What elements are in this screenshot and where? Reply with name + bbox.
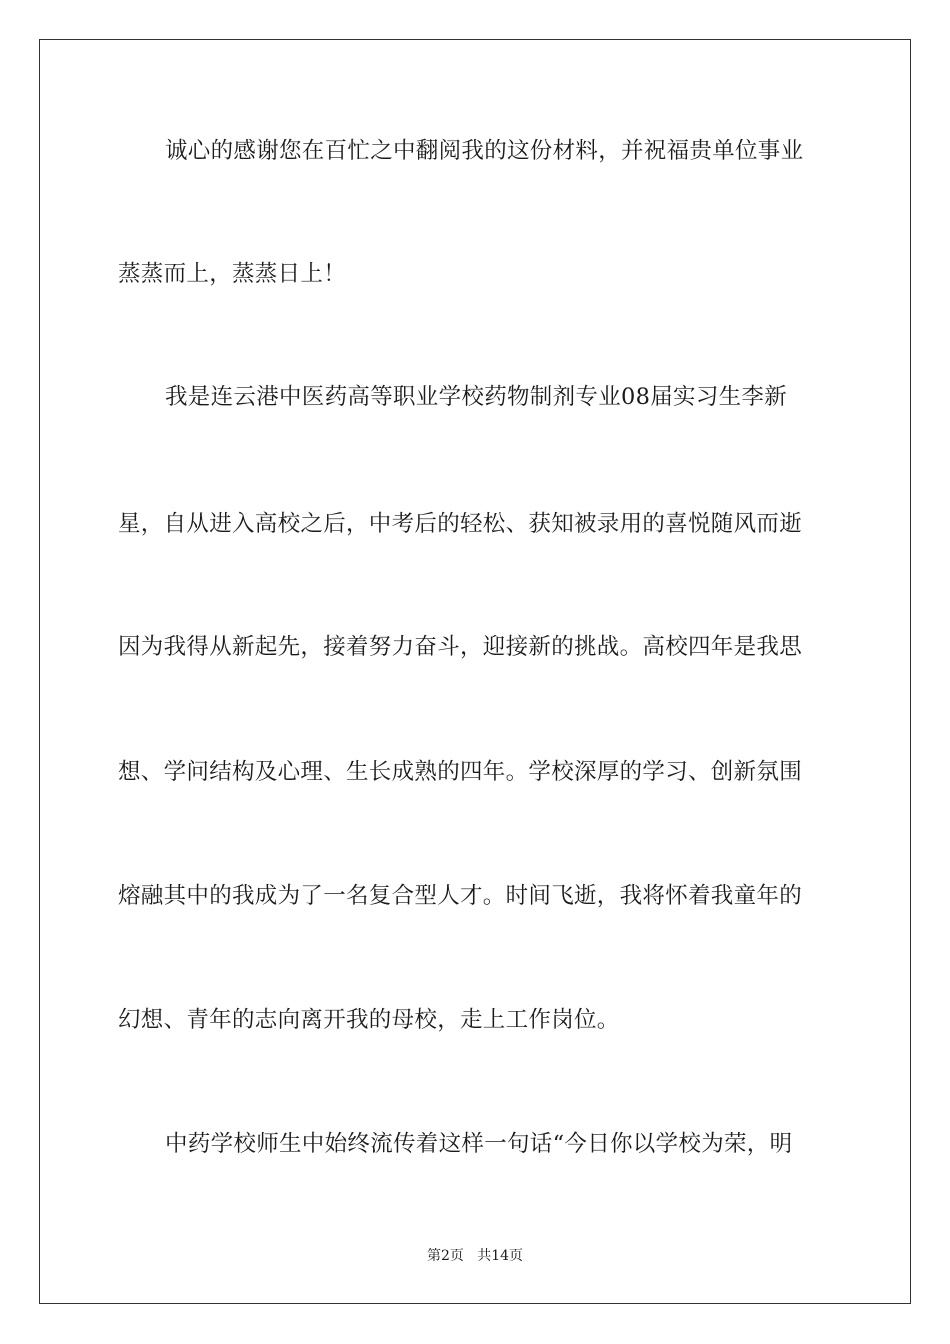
paragraph-1-line-1: 诚心的感谢您在百忙之中翻阅我的这份材料，并祝福贵单位事业 bbox=[165, 138, 804, 164]
paragraph-2-line-4: 想、学问结构及心理、生长成熟的四年。学校深厚的学习、创新氛围 bbox=[118, 759, 803, 785]
paragraph-1-line-2: 蒸蒸而上，蒸蒸日上！ bbox=[118, 261, 347, 287]
paragraph-2-line-2: 星，自从进入高校之后，中考后的轻松、获知被录用的喜悦随风而逝 bbox=[118, 511, 803, 537]
paragraph-3-line-1: 中药学校师生中始终流传着这样一句话“今日你以学校为荣，明 bbox=[165, 1131, 793, 1157]
paragraph-2-line-3: 因为我得从新起先，接着努力奋斗，迎接新的挑战。高校四年是我思 bbox=[118, 634, 803, 660]
paragraph-2-line-5: 熔融其中的我成为了一名复合型人才。时间飞逝，我将怀着我童年的 bbox=[118, 883, 803, 909]
page-border bbox=[39, 39, 911, 1304]
paragraph-2-line-6: 幻想、青年的志向离开我的母校，走上工作岗位。 bbox=[118, 1007, 620, 1033]
paragraph-2-line-1: 我是连云港中医药高等职业学校药物制剂专业08届实习生李新 bbox=[165, 384, 788, 410]
page-number-footer: 第2页 共14页 bbox=[426, 1248, 524, 1264]
